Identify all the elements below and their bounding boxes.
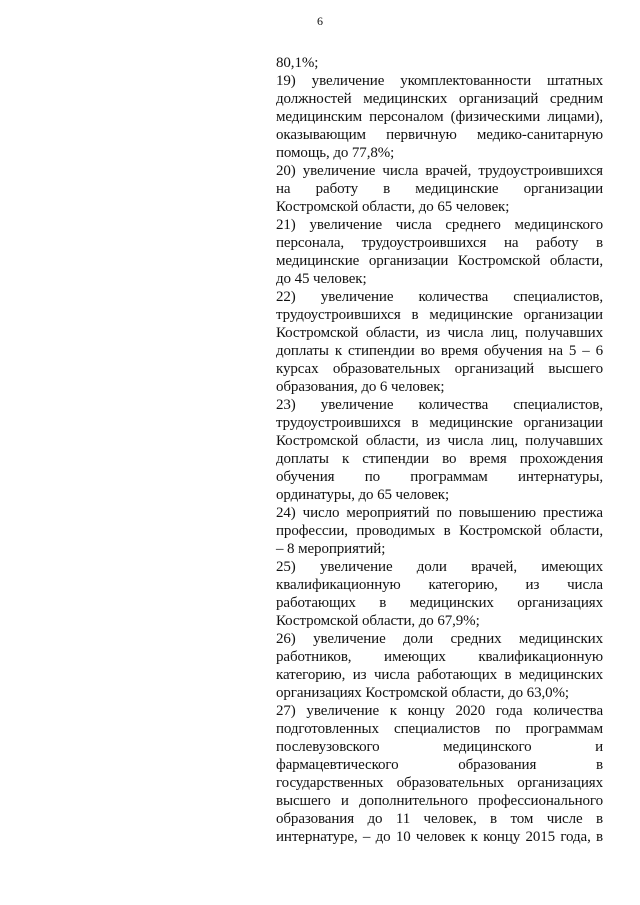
text-line: организациях Костромской области, до 63,0%;: [276, 685, 569, 701]
text-line: помощь, до 77,8%;: [276, 145, 395, 161]
text-line: 23) увеличение количества специалистов,: [276, 397, 603, 413]
text-line: 80,1%;: [276, 55, 319, 71]
text-line: послевузовского медицинского и: [276, 739, 603, 755]
text-line: 26) увеличение доли средних медицинских: [276, 631, 603, 647]
text-line: персонала, трудоустроившихся на работу в: [276, 235, 603, 251]
text-line: подготовленных специалистов по программам: [276, 721, 603, 737]
text-line: 19) увеличение укомплектованности штатных: [276, 73, 603, 89]
text-line: профессии, проводимых в Костромской области,: [276, 523, 603, 539]
text-line: Костромской области, до 65 человек;: [276, 199, 510, 215]
text-line: 20) увеличение числа врачей, трудоустроившихся: [276, 163, 603, 179]
text-line: должностей медицинских организаций средним: [276, 91, 603, 107]
text-line: 21) увеличение числа среднего медицинского: [276, 217, 603, 233]
text-line: оказывающим первичную медико-санитарную: [276, 127, 603, 143]
text-line: квалификационную категорию, из числа: [276, 577, 603, 593]
text-line: государственных образовательных организациях: [276, 775, 603, 791]
text-line: образования до 11 человек, в том числе в: [276, 811, 603, 827]
document-body: [276, 54, 603, 846]
page-number: 6: [317, 14, 323, 28]
text-line: ординатуры, до 65 человек;: [276, 487, 450, 503]
text-line: курсах образовательных организаций высшего: [276, 361, 603, 377]
text-line: трудоустроившихся в медицинские организации: [276, 415, 603, 431]
text-line: интернатуре, – до 10 человек к концу 2015 года, в: [276, 829, 603, 845]
text-line: обучения по программам интернатуры,: [276, 469, 603, 485]
text-line: работающих в медицинских организациях: [276, 595, 603, 611]
text-line: работников, имеющих квалификационную: [276, 649, 603, 665]
text-line: Костромской области, из числа лиц, получавших: [276, 325, 603, 341]
text-line: на работу в медицинские организации: [276, 181, 603, 197]
text-line: доплаты к стипендии во время обучения на 5 – 6: [276, 343, 603, 359]
text-line: медицинские организации Костромской области,: [276, 253, 603, 269]
text-line: медицинским персоналом (физическими лицами),: [276, 109, 603, 125]
text-line: категорию, из числа работающих в медицинских: [276, 667, 603, 683]
text-line: 25) увеличение доли врачей, имеющих: [276, 559, 603, 575]
text-line: Костромской области, из числа лиц, получавших: [276, 433, 603, 449]
text-line: высшего и дополнительного профессионального: [276, 793, 603, 809]
text-line: 22) увеличение количества специалистов,: [276, 289, 603, 305]
text-line: доплаты к стипендии во время прохождения: [276, 451, 603, 467]
text-line: образования, до 6 человек;: [276, 379, 445, 395]
text-line: трудоустроившихся в медицинские организации: [276, 307, 603, 323]
text-line: – 8 мероприятий;: [276, 541, 386, 557]
text-line: фармацевтического образования в: [276, 757, 603, 773]
text-line: до 45 человек;: [276, 271, 367, 287]
text-line: Костромской области, до 67,9%;: [276, 613, 480, 629]
text-line: 27) увеличение к концу 2020 года количества: [276, 703, 603, 719]
text-line: 24) число мероприятий по повышению престижа: [276, 505, 603, 521]
